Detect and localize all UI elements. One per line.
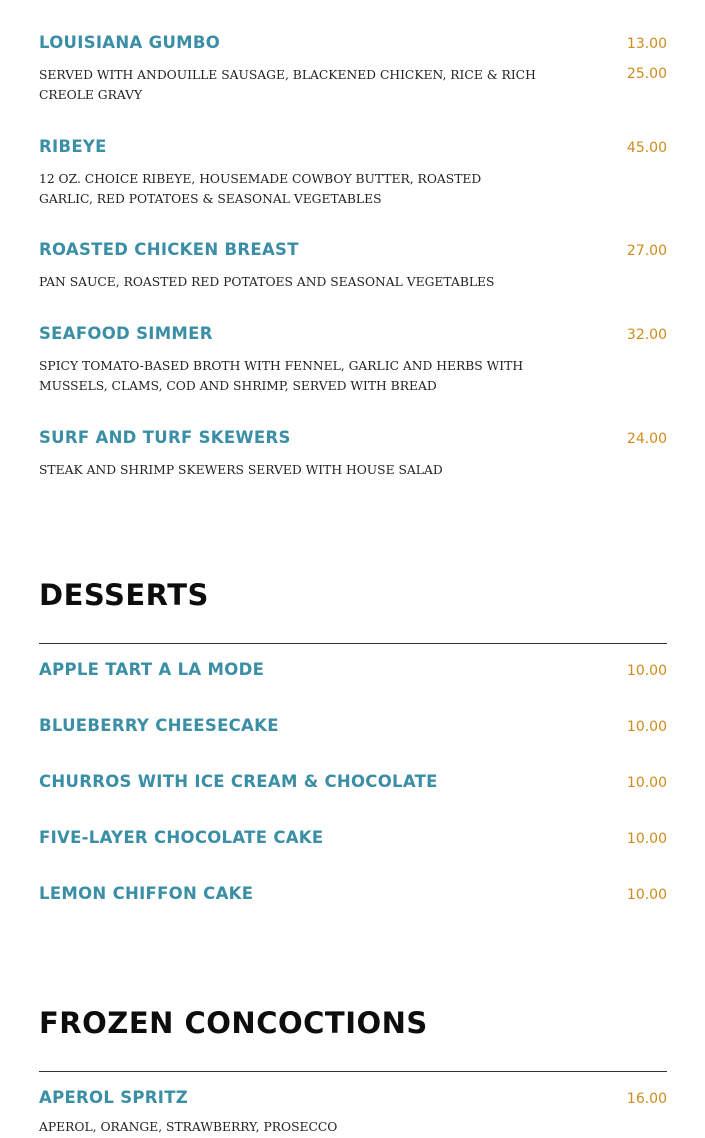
item-name: ROASTED CHICKEN BREAST [39, 240, 299, 259]
item-price-large: 25.00 [626, 66, 667, 82]
item-name: APPLE TART A LA MODE [39, 660, 265, 679]
item-description: PAN SAUCE, ROASTED RED POTATOES AND SEASONAL VEGETABLES [39, 275, 495, 289]
item-description: STEAK AND SHRIMP SKEWERS SERVED WITH HOUSE SALAD [39, 463, 443, 477]
item-name: SEAFOOD SIMMER [39, 324, 213, 343]
section-title-frozen-concoctions: FROZEN CONCOCTIONS [39, 1006, 428, 1040]
item-name: BLUEBERRY CHEESECAKE [39, 716, 279, 735]
item-name: SURF AND TURF SKEWERS [39, 428, 291, 447]
item-description: APEROL, ORANGE, STRAWBERRY, PROSECCO [39, 1120, 338, 1134]
item-price: 27.00 [626, 243, 667, 259]
item-name: LEMON CHIFFON CAKE [39, 884, 254, 903]
section-divider [39, 1071, 667, 1072]
item-price: 32.00 [626, 327, 667, 343]
item-price: 10.00 [626, 719, 667, 735]
item-description: SPICY TOMATO-BASED BROTH WITH FENNEL, GARLIC AND HERBS WITH MUSSELS, CLAMS, COD AND SHRIMP, SERVED WITH BREAD [39, 359, 524, 393]
item-price: 10.00 [626, 775, 667, 791]
item-description: SERVED WITH ANDOUILLE SAUSAGE, BLACKENED CHICKEN, RICE & RICH CREOLE GRAVY [39, 68, 536, 102]
item-name: LOUISIANA GUMBO [39, 33, 221, 52]
item-price: 16.00 [626, 1091, 667, 1107]
item-price: 10.00 [626, 887, 667, 903]
section-divider [39, 643, 667, 644]
item-description: 12 OZ. CHOICE RIBEYE, HOUSEMADE COWBOY BUTTER, ROASTED GARLIC, RED POTATOES & SEASONAL VEGETABLES [39, 172, 482, 206]
item-name: RIBEYE [39, 137, 107, 156]
item-price: 10.00 [626, 663, 667, 679]
item-name: APEROL SPRITZ [39, 1088, 189, 1107]
item-price: 10.00 [626, 831, 667, 847]
item-name: CHURROS WITH ICE CREAM & CHOCOLATE [39, 772, 438, 791]
item-price: 24.00 [626, 431, 667, 447]
item-name: FIVE-LAYER CHOCOLATE CAKE [39, 828, 324, 847]
section-title-desserts: DESSERTS [39, 578, 209, 612]
item-price-small: 13.00 [626, 36, 667, 52]
item-price: 45.00 [626, 140, 667, 156]
